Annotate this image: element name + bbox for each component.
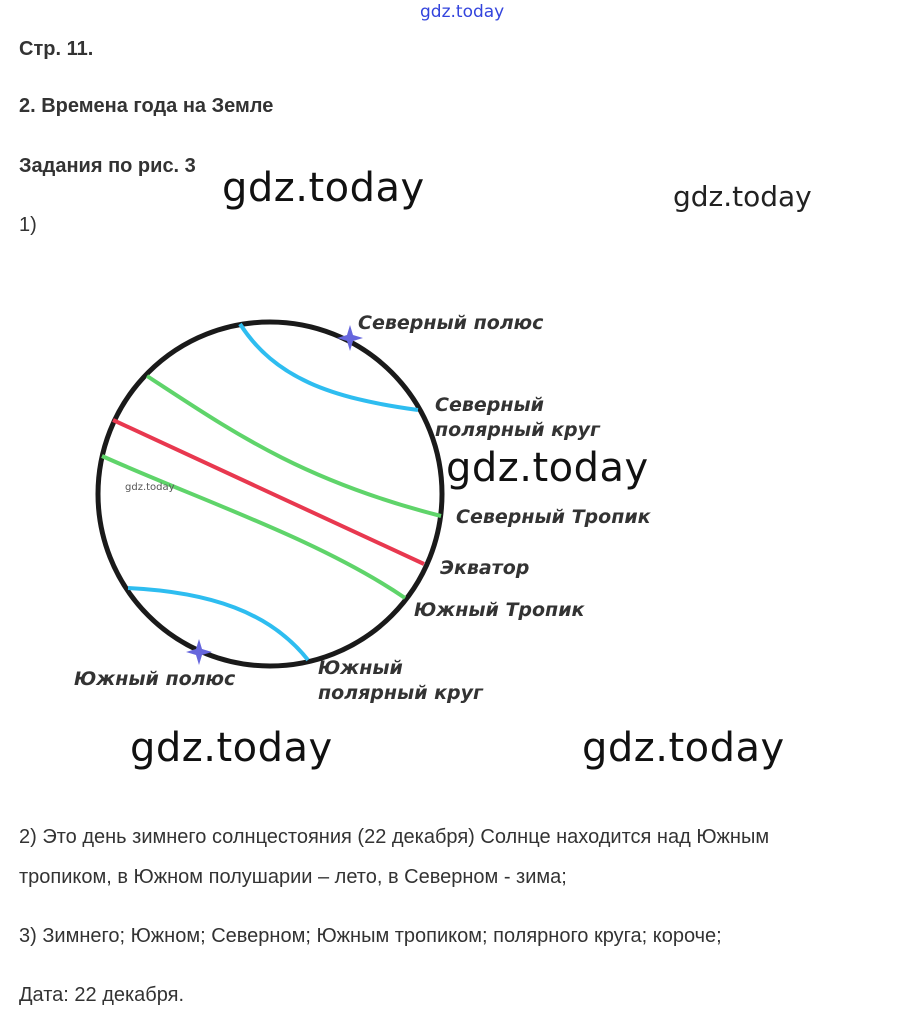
watermark-3: gdz.today: [446, 445, 649, 491]
label-equator: Экватор: [440, 557, 530, 579]
watermark-2: gdz.today: [673, 180, 812, 213]
south-pole-marker-icon: [186, 639, 212, 665]
answer-date: Дата: 22 декабря.: [19, 984, 185, 1006]
section-title: 2. Времена года на Земле: [19, 95, 274, 117]
watermark-top: gdz.today: [420, 2, 505, 22]
arctic-circle-line: [240, 324, 418, 410]
answer-2-line-2: тропиком, в Южном полушарии – лето, в Северном - зима;: [19, 866, 567, 888]
tropic-south-line: [102, 456, 405, 598]
label-antarctic-circle-2: полярный круг: [318, 682, 483, 704]
watermark-small: gdz.today: [125, 482, 175, 493]
page-number: Стр. 11.: [19, 38, 94, 60]
label-arctic-circle-2: полярный круг: [435, 419, 600, 441]
label-tropic-north: Северный Тропик: [456, 506, 651, 528]
label-south-pole: Южный полюс: [74, 668, 236, 690]
item-1-label: 1): [19, 214, 37, 236]
watermark-1: gdz.today: [222, 165, 425, 211]
label-tropic-south: Южный Тропик: [414, 599, 585, 621]
label-antarctic-circle-1: Южный: [318, 657, 403, 679]
label-north-pole: Северный полюс: [358, 312, 544, 334]
task-heading: Задания по рис. 3: [19, 155, 196, 177]
answer-3: 3) Зимнего; Южном; Северном; Южным тропиком; полярного круга; короче;: [19, 925, 722, 947]
watermark-5: gdz.today: [582, 725, 785, 771]
label-arctic-circle-1: Северный: [435, 394, 544, 416]
answer-2-line-1: 2) Это день зимнего солнцестояния (22 декабря) Солнце находится над Южным: [19, 826, 770, 848]
watermark-4: gdz.today: [130, 725, 333, 771]
